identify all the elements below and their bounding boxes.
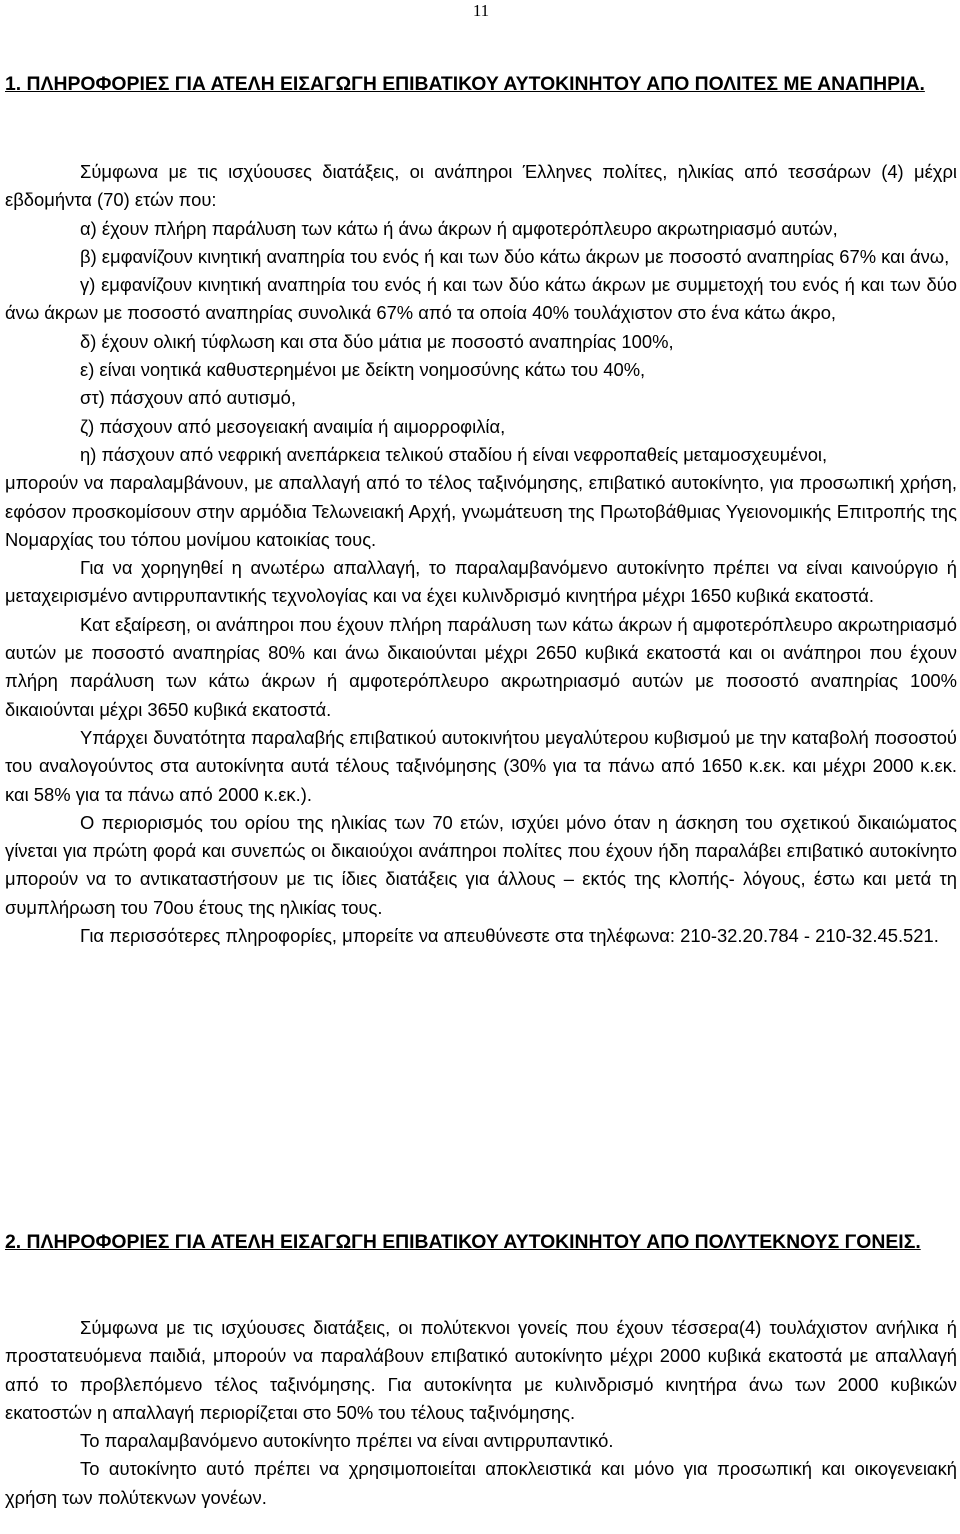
large-families-paragraph: Σύμφωνα με τις ισχύουσες διατάξεις, οι πολύτεκνοι γονείς που έχουν τέσσερα(4) τουλάχιστον ανήλικα ή προστατευόμενα παιδιά, μπορούν να παραλάβουν επιβατικό αυτοκίνητο μέχρι 2000 κυβικά εκατοστά με απαλλαγή από το προβλεπόμενο τέλος ταξινόμησης. Για αυτοκίνητα με κυλινδρισμό κινητήρα άνω των 2000 κυβικών εκατοστών η απαλλαγή περιορίζεται στο 50% του τέλους ταξινόμησης.	[5, 1317, 957, 1423]
list-item-d: δ) έχουν ολική τύφλωση και στα δύο μάτια με ποσοστό αναπηρίας 100%,	[80, 330, 674, 352]
larger-engine-paragraph: Υπάρχει δυνατότητα παραλαβής επιβατικού αυτοκινήτου μεγαλύτερου κυβισμού με την καταβολή ποσοστού του αναλογούντος στα αυτοκίνητα αυτά τέλους ταξινόμησης (30% για τα πάνω από 1650 κ.εκ. και μέχρι 2000 κ.εκ. και 58% για τα πάνω από 2000 κ.εκ.).	[5, 726, 957, 805]
personal-use-paragraph: Το αυτοκίνητο αυτό πρέπει να χρησιμοποιείται αποκλειστικά και μόνο για προσωπική και οικογενειακή χρήση των πολύτεκνων γονέων.	[5, 1458, 957, 1508]
age-limit-paragraph: Ο περιορισμός του ορίου της ηλικίας των 70 ετών, ισχύει μόνο όταν η άσκηση του σχετικού δικαιώματος γίνεται για πρώτη φορά και συνεπώς οι δικαιούχοι ανάπηροι πολίτες που έχουν ήδη παραλάβει επιβατικό αυτοκίνητο μπορούν να το αντικαταστήσουν με τις ίδιες διατάξεις για άλλους – εκτός της κλοπής- λόγους, έστω και μετά τη συμπλήρωση του 70ου έτους της ηλικίας τους.	[5, 811, 957, 918]
contact-paragraph: Για περισσότερες πληροφορίες, μπορείτε να απευθύνεστε στα τηλέφωνα: 210-32.20.784 - 210-32.45.521.	[80, 925, 939, 947]
section-1-body	[5, 158, 957, 950]
conclusion-paragraph: μπορούν να παραλαμβάνουν, με απαλλαγή από το τέλος ταξινόμησης, επιβατικό αυτοκίνητο, για προσωπική χρήση, εφόσον προσκομίσουν στην αρμόδια Τελωνειακή Αρχή, γνωμάτευση της Πρωτοβάθμιας Υγειονομικής Επιτροπής της Νομαρχίας του τόπου μονίμου κατοικίας τους.	[5, 472, 957, 550]
anti-pollution-paragraph: Το παραλαμβανόμενο αυτοκίνητο πρέπει να είναι αντιρρυπαντικό.	[80, 1430, 614, 1452]
list-item-c: γ) εμφανίζουν κινητική αναπηρία του ενός ή και των δύο κάτω άκρων με συμμετοχή του ενός ή και των δύο άνω άκρων με ποσοστό αναπηρίας συνολικά 67% από τα οποία 40% τουλάχιστον στο ένα κάτω άκρο,	[5, 274, 957, 324]
section-2-heading: 2. ΠΛΗΡΟΦΟΡΙΕΣ ΓΙΑ ΑΤΕΛΗ ΕΙΣΑΓΩΓΗ ΕΠΙΒΑΤΙΚΟΥ ΑΥΤΟΚΙΝΗΤΟΥ ΑΠΟ ΠΟΛΥΤΕΚΝΟΥΣ ΓΟΝΕΙΣ.	[5, 1231, 921, 1253]
engine-capacity-paragraph: Για να χορηγηθεί η ανωτέρω απαλλαγή, το παραλαμβανόμενο αυτοκίνητο πρέπει να είναι καινούργιο ή μεταχειρισμένο αντιρρυπαντικής τεχνολογίας και να έχει κυλινδρισμό κινητήρα μέχρι 1650 κυβικά εκατοστά.	[5, 557, 957, 607]
section-1-heading: 1. ΠΛΗΡΟΦΟΡΙΕΣ ΓΙΑ ΑΤΕΛΗ ΕΙΣΑΓΩΓΗ ΕΠΙΒΑΤΙΚΟΥ ΑΥΤΟΚΙΝΗΤΟΥ ΑΠΟ ΠΟΛΙΤΕΣ ΜΕ ΑΝΑΠΗΡΙΑ.	[5, 73, 925, 95]
exception-paragraph: Κατ εξαίρεση, οι ανάπηροι που έχουν πλήρη παράλυση των κάτω άκρων ή αμφοτερόπλευρο ακρωτηριασμό αυτών με ποσοστό αναπηρίας 80% και άνω δικαιούνται μέχρι 2650 κυβικά εκατοστά και οι ανάπηροι που έχουν πλήρη παράλυση των κάτω άκρων ή αμφοτερόπλευρο ακρωτηριασμό αυτών με ποσοστό αναπηρίας 100% δικαιούνται μέχρι 3650 κυβικά εκατοστά.	[5, 613, 957, 720]
list-item-z: ζ) πάσχουν από μεσογειακή αναιμία ή αιμορροφιλία,	[80, 415, 506, 437]
list-item-a: α) έχουν πλήρη παράλυση των κάτω ή άνω άκρων ή αμφοτερόπλευρο ακρωτηριασμό αυτών,	[80, 217, 838, 239]
list-item-b: β) εμφανίζουν κινητική αναπηρία του ενός ή και των δύο κάτω άκρων με ποσοστό αναπηρίας 67% και άνω,	[80, 245, 950, 267]
list-item-e: ε) είναι νοητικά καθυστερημένοι με δείκτη νοημοσύνης κάτω του 40%,	[80, 359, 646, 381]
page-number: 11	[472, 1, 490, 20]
list-item-st: στ) πάσχουν από αυτισμό,	[80, 387, 296, 409]
section-2-body	[5, 1314, 957, 1512]
list-item-h: η) πάσχουν από νεφρική ανεπάρκεια τελικού σταδίου ή είναι νεφροπαθείς μεταμοσχευμένοι,	[80, 443, 828, 465]
intro-paragraph: Σύμφωνα με τις ισχύουσες διατάξεις, οι ανάπηροι Έλληνες πολίτες, ηλικίας από τεσσάρων (4) μέχρι εβδομήντα (70) ετών που:	[5, 161, 957, 211]
